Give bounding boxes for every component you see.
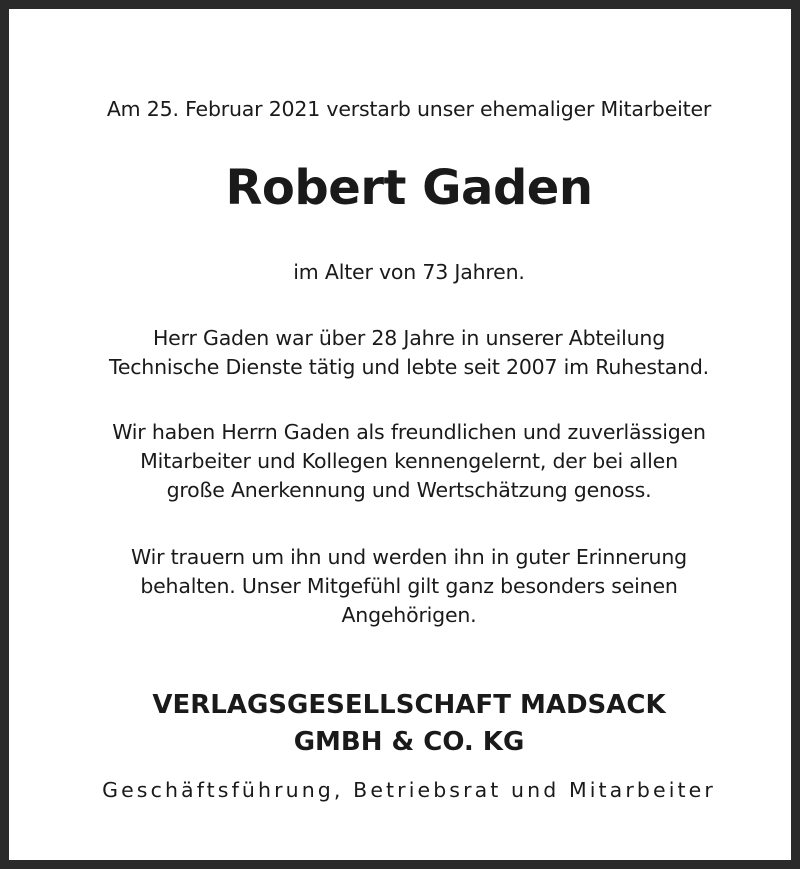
career-paragraph — [9, 324, 800, 382]
paragraph-line: Wir haben Herrn Gaden als freundlichen und zuverlässigen — [112, 420, 706, 444]
paragraph-line: Wir trauern um ihn und werden ihn in guter Erinnerung — [131, 545, 687, 569]
appreciation-paragraph — [9, 418, 800, 505]
paragraph-line: Mitarbeiter und Kollegen kennengelernt, der bei allen — [140, 449, 678, 473]
signature-line: Geschäftsführung, Betriebsrat und Mitarbeiter — [102, 778, 716, 802]
company-name — [9, 687, 800, 761]
paragraph-line: große Anerkennung und Wertschätzung genoss. — [166, 478, 652, 502]
company-name-line: VERLAGSGESELLSCHAFT MADSACK — [152, 690, 666, 720]
company-name-line: GMBH & CO. KG — [293, 727, 525, 757]
intro-text: Am 25. Februar 2021 verstarb unser ehemaliger Mitarbeiter — [106, 97, 712, 121]
deceased-name: Robert Gaden — [225, 160, 593, 216]
paragraph-line: Herr Gaden war über 28 Jahre in unserer Abteilung — [152, 326, 666, 350]
age-text: im Alter von 73 Jahren. — [293, 260, 525, 284]
condolence-paragraph — [9, 543, 800, 630]
paragraph-line: Technische Dienste tätig und lebte seit 2007 im Ruhestand. — [108, 355, 709, 379]
paragraph-line: behalten. Unser Mitgefühl gilt ganz besonders seinen — [140, 574, 678, 598]
paragraph-line: Angehörigen. — [341, 603, 477, 627]
